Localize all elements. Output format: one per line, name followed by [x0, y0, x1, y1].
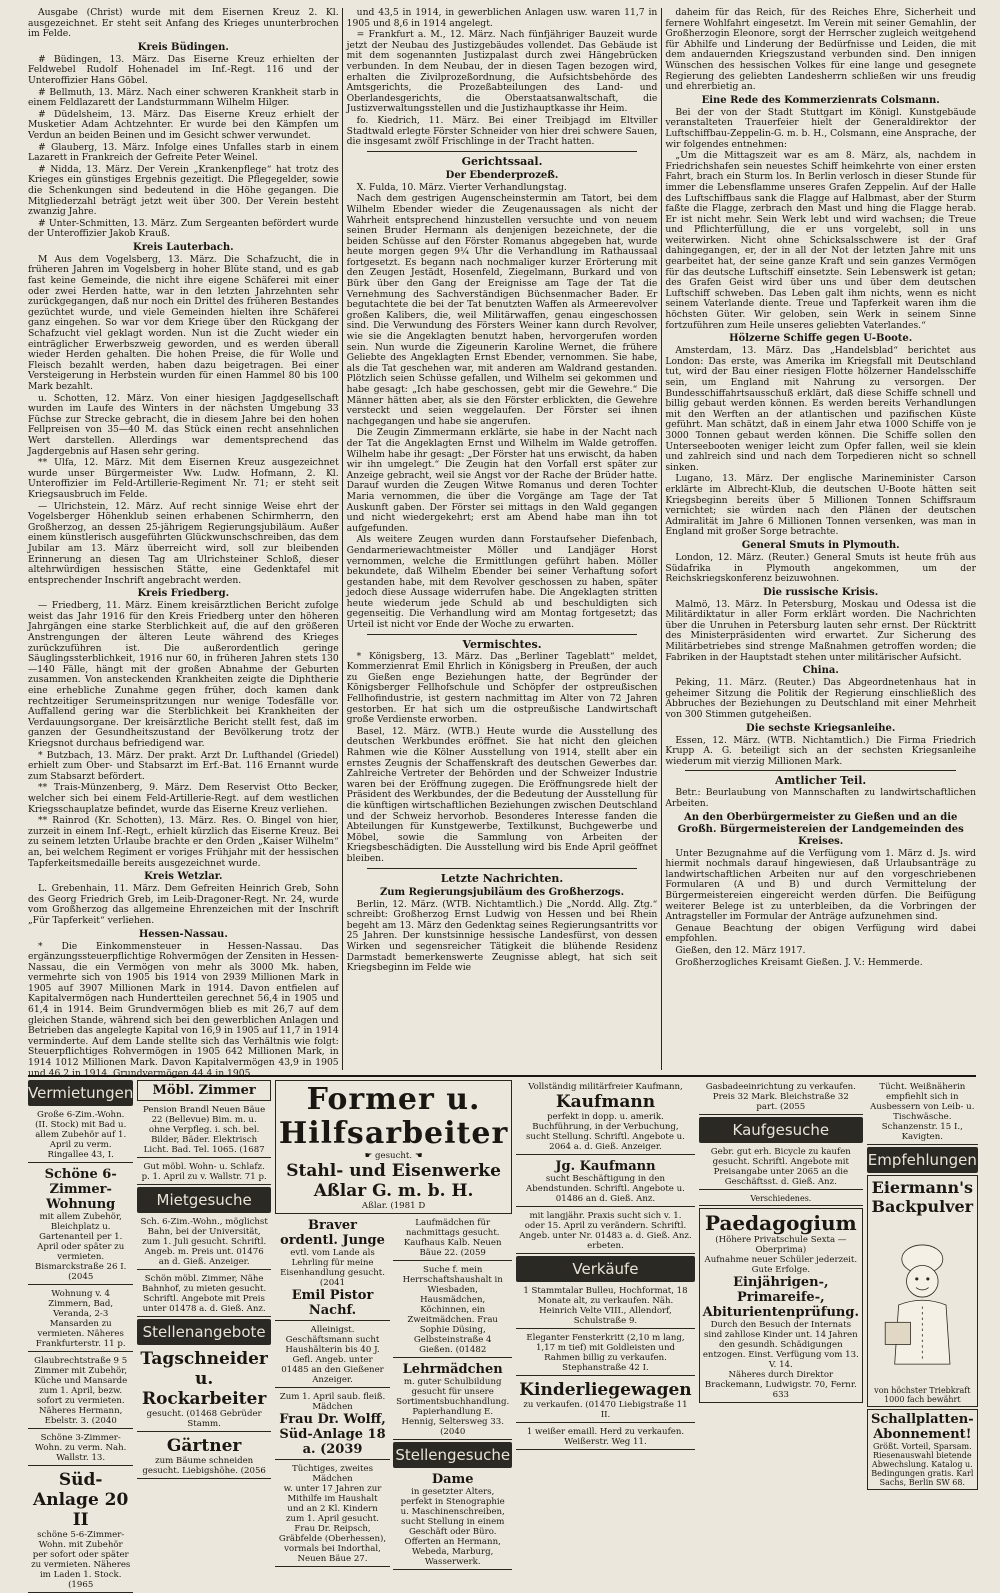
article-paragraph: = Frankfurt a. M., 12. März. Nach fünfjähriger Bauzeit wurde jetzt der Neubau des Justizgebäudes vollendet. Das Gebäude ist mit dem sogenannten Justizpalast durch zwei Hängebrücken verbunden. In dem Neubau, der in diesen Tagen bezogen wird, erhalten die Zivilprozeßordnung, die Aufsichtsbehörde des Amtsgerichts, die Prozeßabteilungen des Land- und Oberlandesgerichts, die Oberstaatsanwaltschaft, die Justizverwaltungsstellen und die Justizhauptkasse ihr Heim. — [346, 29, 658, 115]
ad — [28, 1165, 133, 1285]
ad-text: Vollständig militärfreier Kaufmann, — [528, 1082, 683, 1092]
ad-text: gesucht. — [375, 1151, 413, 1161]
ad — [393, 1360, 512, 1440]
ads-column-4 — [516, 1080, 694, 1520]
ad-text: Näheres durch Direktor Brackemann, Ludwigstr. 70, Fernr. 633 — [704, 1370, 857, 1400]
ad — [516, 1157, 694, 1207]
ad-text: w. unter 17 Jahren zur Mithilfe im Haushalt und an 2 Kl. Kindern zum 1. April gesucht. Frau Dr. Reipsch, Gräbfelde (Oberhessen), vormals bei Indorthal, Neuen Bäue 27. — [278, 1484, 387, 1564]
article-paragraph: „Um die Mittagszeit war es am 8. März, als, nachdem in Friedrichshafen sein neuestes Schiff heimkehrte von einer ersten Fahrt, brach ein Sturm los. In Berlin verlosch in dieser Stunde für immer die Lebensflamme unseres Grafen Zeppelin. Auf der Halle des Luftschiffbaus sank die Flagge auf Halbmast, aber der Sturm faßte die Flagge, zerbrach den Mast und hing die Flagge herab. Er ist nicht mehr. Sein Werk lebt und wird wachsen; die Treue und Pflichterfüllung, die er uns vorgelebt, soll in uns weiterwirken. Nicht ohne Schicksalsschwere ist der Graf dahingegangen, er, der in all der Not der letzten Jahre mit uns gearbeitet hat, der seine ganze Kraft und sein ganzes Vermögen für das deutsche Luftschiff einsetzte. Sein Lebenswerk ist getan; des Grafen Geist wird über uns und über dem deutschen Luftschiff schweben. Das Leben galt ihm nichts, wenn es nicht seinem Vaterlande diente. Treue und Tapferkeit waren ihm die höchsten Güter. Wir geloben, sein Werk in seinem Sinne fortzuführen zum Heile unseres geliebten Vaterlandes.“ — [665, 150, 977, 331]
ad: Tücht. Weißnäherin empfiehlt sich in Ausbessern von Leib- u. Tischwäsche. Schanzenstr. 15 I., Kavigten. — [867, 1080, 978, 1145]
ad-eiermann — [867, 1175, 978, 1407]
section-heading: Gerichtssaal. — [461, 154, 543, 168]
ad-subheading — [279, 1151, 508, 1161]
ad — [516, 1378, 694, 1423]
section-header-empfehlungen: Empfehlungen — [867, 1147, 978, 1173]
article-paragraph: Essen, 12. März. (WTB. Nichtamtlich.) Die Firma Friedrich Krupp A. G. beteiligt sich an der sechsten Kriegsanleihe wiederum mit vierzig Millionen Mark. — [665, 734, 977, 767]
article-paragraph: Als weitere Zeugen wurden dann Forstaufseher Diefenbach, Gendarmeriewachtmeister Möller und Landjäger Horst vernommen, welche die Ermittlungen geführt haben. Möller bekundete, daß Wilhelm Ebender bei seiner Verhaftung sofort gestanden habe, mit dem Revolver geschossen zu haben, später jedoch diese Aussage widerrufen habe. Die Angeklagten stritten heute wiederum jede Schuld ab und beschuldigten sich gegenseitig. Die Verhandlung wird am Montag fortgesetzt; das Urteil ist nicht vor Ende der Woche zu erwarten. — [346, 534, 658, 631]
ad-paedagogium — [699, 1208, 863, 1403]
column-divider — [661, 8, 662, 1070]
article-paragraph: fo. Kiedrich, 11. März. Bei einer Treibjagd im Eltviller Stadtwald erlegte Förster Schneider von hier drei schwere Sauen, die insgesamt zwölf Frischlinge in der Tracht hatten. — [346, 114, 658, 148]
section-header-verkaeufe: Verkäufe — [516, 1256, 694, 1282]
section-rule — [367, 634, 638, 635]
section-rule — [685, 770, 956, 771]
ad: Gebr. gut erh. Bicycle zu kaufen gesucht. Schriftl. Angebote mit Preisangabe unter 2065 an die Geschäftsst. d. Gieß. Anz. — [699, 1145, 863, 1190]
ad-text: Durch den Besuch der Internats sind zahllose Kinder unt. 14 Jahren den gesundh. Schädigungen entzogen. Einst. Verfügung vom 13. V. 14. — [702, 1320, 859, 1370]
article-paragraph: * Die Einkommensteuer in Hessen-Nassau. Das ergänzungssteuerpflichtige Rohvermögen der Zensiten in Hessen-Nassau, die ein Vermögen von mehr als 3000 Mk. haben, vermehrte sich von 1905 bis 1914 von 2939 Millionen Mark in 1905 auf 3907 Millionen Mark in 1914. Davon entfielen auf Kapitalvermögen nach Hundertteilen gerechnet 56,4 in 1905 und 61,4 in 1914. Beim Grundvermögen blieb es mit 26,7 auf dem gleichen Stande, während sich bei den gewerblichen Anlagen und Betrieben das angelegte Kapital von 16,9 in 1905 auf 11,7 in 1914 verminderte. Auf dem Lande stellte sich das Verhältnis wie folgt: Steuerpflichtiges Rohvermögen in 1905 642 Millionen Mark, in 1914 1012 Millionen Mark. Davon Kapitalvermögen 43,9 in 1905 und 46,2 in 1914, Grundvermögen 44,4 in 1905 — [28, 940, 339, 1079]
article-paragraph: — Friedberg, 11. März. Einem kreisärztlichen Bericht zufolge weist das Jahr 1916 für den Kreis Friedberg unter den höheren Jahrgängen eine starke Sterblichkeit auf, die auf den größeren Anstrengungen der älteren Leute während des Krieges zurückzuführen ist. Die außerordentlich geringe Säuglingssterblichkeit, 1916 nur 60, in früheren Jahren stets 130—140 Fälle, hängt mit der großen Abnahme der Geburten zusammen. Von ansteckenden Krankheiten zeigte die Diphtherie eine erhebliche Zunahme gegen früher, doch kamen dank rechtzeitiger Serumeinspritzungen nur wenige Todesfälle vor. Auffallend gering war die Sterblichkeit bei Krankheiten der Verdauungsorgane. Der kreisärztliche Bericht stellt fest, daß im ganzen der Gesundheitszustand der Bevölkerung trotz der Kriegsnot durchaus befriedigend war. — [28, 600, 339, 749]
article-paragraph: Nach dem gestrigen Augenscheinstermin am Tatort, bei dem Wilhelm Ebender wieder die Zeugenaussagen als nicht der Wahrheit entsprechend hinzustellen versuchte und von neuem seinen Bruder Hermann als denjenigen bezeichnete, der die beiden Schüsse auf den Förster Romanus abgegeben hat, wurde heute morgen gegen 9¼ Uhr die Verhandlung im Rathaussaal fortgesetzt. Es begann nach nochmaliger kurzer Erörterung mit den Zeugen Jestädt, Hosenfeld, Ziegelmann, Burkard und von Bürk über den Gang der Ereignisse am Tage der Tat die Vernehmung des Sachverständigen Büchsenmacher Bader. Er begutachtete die bei der Tat benutzten Waffen als Armeerevolver großen Kalibers, die, weil Militärwaffen, genau eingeschossen sind. Die Verwundung des Försters Weiner kann durch Revolver, wie sie die Angeklagten benutzt haben, hervorgerufen worden sein. Nun wurde die Zigeunerin Karoline Wernet, die frühere Geliebte des Angeklagten Ernst Ebender, vernommen. Sie habe, als die Tat geschehen war, mit anderen am Waldrand gestanden. Plötzlich seien Schüsse gefallen, und Wilhelm sei gekommen und habe gesagt: „Ich habe geschossen, gebt mir die Gewehre.“ Die Männer hätten aber, als sie den Förster erblickten, die Gewehre versteckt und seien weggelaufen. Der Förster sei ihnen nachgegangen und habe sie angerufen. — [346, 193, 658, 427]
ad-company: Stahl- und Eisenwerke Aßlar G. m. b. H. — [286, 1161, 501, 1201]
ad: Suche f. mein Herrschaftshaushalt in Wiesbaden, Hausmädchen, Köchinnen, ein Zweitmädchen. Frau Sophie Düsing, Gelbsteinstraße 4 Gießen. (01482 — [393, 1263, 512, 1358]
ad-heading: Gärtner — [166, 1436, 242, 1456]
ad-text: perfekt in dopp. u. amerik. Buchführung, in der Verbuchung, sucht Stellung. Schriftl. Angebote u. 2064 a. d. Gieß. Anzeiger. — [526, 1112, 685, 1152]
article-paragraph: # Büdingen, 13. März. Das Eiserne Kreuz erhielten der Feldwebel Rudolf Hohenadel im Inf.-Regt. 116 und der Unteroffizier Hans Göbel. — [28, 53, 339, 86]
article-paragraph: Peking, 11. März. (Reuter.) Das Abgeordnetenhaus hat in geheimer Sitzung die Politik der Regierung einschließlich des Abbruches der Beziehungen zu Deutschland mit einer Mehrheit von 300 Stimmen gutgeheißen. — [665, 677, 977, 721]
section-heading: Die sechste Kriegsanleihe. — [746, 722, 896, 734]
section-heading: Der Ebenderprozeß. — [445, 169, 559, 181]
article-paragraph: ** Ulfa, 12. März. Mit dem Eisernen Kreuz ausgezeichnet wurde unser Bürgermeister Ww. Ludw. Hofmann, 2. Kl. Unteroffizier im Feld-Artillerie-Regiment Nr. 71; er steht seit Kriegsausbruch im Felde. — [28, 457, 339, 500]
ad: Gut möbl. Wohn- u. Schlafz. p. 1. April zu v. Wallstr. 71 p. — [137, 1160, 271, 1185]
pastry-cook-illustration — [871, 1216, 974, 1386]
ad: 1 weißer emaill. Herd zu verkaufen. Weißerstr. Weg 11. — [516, 1425, 694, 1450]
ad-text: Größt. Vorteil, Sparsam. Riesenauswahl bietende Abwechslung. Katalog u. Bedingungen gratis. Karl Sachs, Berlin SW 68. — [871, 1442, 974, 1487]
ad-schallplatten — [867, 1409, 978, 1490]
article-paragraph: Berlin, 12. März. (WTB. Nichtamtlich.) Die „Nordd. Allg. Ztg.“ schreibt: Großherzog Ernst Ludwig von Hessen und bei Rhein begeht am 13. März den Gedenktag seines Regierungsantritts vor 25 Jahren. Der kunstsinnige hessische Landesfürst, von dessen Wirken und segensreicher Tätigkeit die blühende Residenz Darmstadt bemerkenswerte Zeugnisse ablegt, hat sich seit Kriegsbeginn im Felde wie — [346, 898, 658, 974]
section-heading: Eine Rede des Kommerzienrats Colsmann. — [701, 94, 940, 106]
article-paragraph: — Ulrichstein, 12. März. Auf recht sinnige Weise ehrt der Vogelsberger Höhenklub seinen erhabenen Schirmherrn, den Großherzog, an dessen 25-jährigem Regierungsjubiläum. Außer einem künstlerisch ausgeführten Glückwunschschreiben, das dem Jubilar am 13. März überreicht wird, soll zur bleibenden Erinnerung an diesen Tag am Ulrichsteiner Schloß, dieser altehrwürdigen hessischen Stätte, eine Gedenktafel mit entsprechender Inschrift angebracht werden. — [28, 500, 339, 586]
ad-heading: Tagschneider u. Rockarbeiter — [140, 1349, 268, 1409]
section-heading: Kreis Friedberg. — [137, 588, 230, 600]
ad: Gasbadeeinrichtung zu verkaufen. Preis 32 Mark. Bleichstraße 32 part. (2055 — [699, 1080, 863, 1115]
ad: mit langjähr. Praxis sucht sich v. 1. oder 15. April zu verändern. Schriftl. Angeb. unter Nr. 01483 a. d. Gieß. Anz. erbeten. — [516, 1209, 694, 1254]
ad: Schön möbl. Zimmer, Nähe Bahnhof, zu mieten gesucht. Schriftl. Angebote mit Preis unter 01478 a. d. Gieß. Anz. — [137, 1272, 271, 1317]
ads-subgrid — [275, 1216, 512, 1570]
ad-heading: Former u. Hilfsarbeiter — [278, 1082, 509, 1151]
ads-subcolumn-right — [393, 1216, 512, 1570]
section-header-moebl-zimmer — [137, 1080, 271, 1101]
ad-text: schöne 5-6-Zimmer-Wohn. mit Zubehör per sofort oder später zu vermieten. Näheres im Laden 1. Stock. (1965 — [31, 1530, 131, 1590]
ad-company: Emil Pistor Nachf. — [291, 1288, 374, 1318]
ad-text: gesucht. (01468 Gebrüder Stamm. — [146, 1409, 262, 1429]
article-paragraph: X. Fulda, 10. März. Vierter Verhandlungstag. — [356, 181, 567, 193]
article-paragraph: ** Rainrod (Kr. Schotten), 13. März. Res. O. Bingel von hier, zurzeit in einem Inf.-Regt., erhielt kürzlich das Eiserne Kreuz. Bei zu seinem letzten Urlaube brachte er den Orden „Kaiser Wilhelm“ an, bei welchem Regiment er voriges Frühjahr mit der hessischen Tapferkeitsmedaille bereits ausgezeichnet wurde. — [28, 815, 339, 869]
ad-heading: Eiermann's Backpulver — [871, 1178, 974, 1216]
ad-text: m. guter Schulbildung gesucht für unsere Sortimentsbuchhandlung. Papierhandlung E. Hennig, Seltersweg 33. (2040 — [396, 1377, 510, 1437]
ad-text: mit allem Zubehör, Bleichplatz u. Gartenanteil per 1. April oder später zu vermieten. Bismarckstraße 26 I. (2045 — [35, 1212, 127, 1282]
section-heading: Zum Regierungsjubiläum des Großherzogs. — [379, 886, 625, 898]
ad: Glaubrechtstraße 9 5 Zimmer mit Zubehör, Küche und Mansarde zum 1. April, bezw. sofort zu vermieten. Näheres Hermann, Ebelstr. 3. (2040 — [28, 1354, 133, 1429]
ad: Schöne 3-Zimmer-Wohn. zu verm. Nah. Wallstr. 13. — [28, 1431, 133, 1466]
section-heading: China. — [802, 665, 839, 677]
article-paragraph: Gießen, den 12. März 1917. — [675, 944, 806, 956]
section-header-vermietungen: Vermietungen — [28, 1080, 133, 1106]
news-columns — [28, 8, 976, 1078]
article-paragraph: u. Schotten, 12. März. Von einer hiesigen Jagdgesellschaft wurden im Laufe des Winters in der nächsten Umgebung 33 Füchse zur Strecke gebracht, die in diesem Jahre bei den hohen Fellpreisen von 35—40 M. das Stück einen recht ansehnlichen Wert darstellen. Allerdings war dementsprechend das Jagdergebnis auf Hasen sehr gering. — [28, 392, 339, 457]
section-heading: Hölzerne Schiffe gegen U-Boote. — [729, 333, 913, 345]
section-rule — [367, 151, 638, 152]
article-paragraph: # Unter-Schmitten, 13. März. Zum Sergeanten befördert wurde der Unteroffizier Jakob Krauß. — [28, 217, 339, 240]
section-heading: An den Oberbürgermeister zu Gießen und an die Großh. Bürgermeistereien der Landgemeinden des Kreises. — [677, 811, 964, 847]
article-paragraph: * Königsberg, 13. März. Das „Berliner Tageblatt“ meldet, Kommerzienrat Emil Ehrlich in Königsberg in Preußen, der auch zu Gießen enge Beziehungen hatte, der Begründer der Königsberger Fellhofschule und Schöpfer der ostpreußischen Fellhofindustrie, ist gestern nachmittag im Alter von 72 Jahren gestorben. Er hat sich um die ostpreußische Landwirtschaft große Verdienste erworben. — [346, 650, 658, 726]
article-paragraph: * Butzbach, 13. März. Der prakt. Arzt Dr. Lufthandel (Griedel) erhielt zum Ober- und Stabsarzt im Erf.-Bat. 116 Ernannt wurde zum Stabsarzt befördert. — [28, 749, 339, 782]
section-heading: Kreis Lauterbach. — [133, 241, 234, 253]
section-header-stellenangebote: Stellenangebote — [137, 1319, 271, 1345]
ads-subcolumn-left — [275, 1216, 390, 1570]
section-heading: Hessen-Nassau. — [138, 928, 228, 940]
ad-text: Zum 1. April saub. fleiß. Mädchen — [279, 1392, 386, 1412]
ad-text: Aßlar. (1981 D — [361, 1201, 426, 1211]
section-header-stellengesuche: Stellengesuche — [393, 1442, 512, 1468]
article-paragraph: Betr.: Beurlaubung von Mannschaften zu landwirtschaftlichen Arbeiten. — [665, 787, 977, 809]
article-paragraph: Amsterdam, 13. März. Das „Handelsblad“ berichtet aus London: Das erste, was Amerika im Kriegsfall mit Deutschland tut, wird der Bau einer riesigen Flotte hölzerner Handelsschiffe sein, um England mit Nahrung zu versorgen. Der Bundesschiffahrtsausschuß erklärt, daß diese Schiffe schnell und billig gebaut werden können. Es werden bereits Verhandlungen mit den Werften an der atlantischen und pazifischen Küste geführt. Man schätzt, daß in einem Jahr etwa 1000 Schiffe von je 3000 Tonnen gebaut werden können. Die Schiffe sollen den Unterseebooten weniger leicht zum Opfer fallen, weil sie klein und zahlreich sind und nach dem Torpedieren nicht so schnell sinken. — [665, 345, 977, 473]
news-column-2 — [347, 8, 658, 1078]
ad: Wohnung v. 4 Zimmern, Bad, Veranda, 2-3 Mansarden zu vermieten. Näheres Frankfurterstr. 11 p. — [28, 1287, 133, 1352]
ad-heading: Süd-Anlage 20 II — [33, 1470, 129, 1530]
ad-heading: Dame — [431, 1472, 474, 1487]
ad — [137, 1434, 271, 1479]
article-paragraph: # Bellmuth, 13. März. Nach einer schweren Krankheit starb in einem Feldlazarett der Landsturmmann Wilhelm Hilger. — [28, 86, 339, 109]
ad: Alleinigst. Geschäftsmann sucht Haushälterin bis 40 J. Gefl. Angeb. unter 01485 an den Gießener Anzeiger. — [275, 1323, 390, 1388]
ad-text: sucht Beschäftigung in den Abendstunden. Schriftl. Angebote u. 01486 an d. Gieß. Anz. — [526, 1174, 685, 1204]
section-rule — [367, 868, 638, 869]
section-title: Möbl. Zimmer — [152, 1083, 256, 1098]
ad — [28, 1468, 133, 1593]
column-divider — [342, 8, 343, 1070]
ad — [393, 1470, 512, 1570]
article-paragraph: Genaue Beachtung der obigen Verfügung wird dabei empfohlen. — [665, 922, 977, 945]
ad: Eleganter Fensterkritt (2,10 m lang, 1,17 m tief) mit Goldleisten und Rahmen billig zu verkaufen. Stephanstraße 42 I. — [516, 1331, 694, 1376]
section-heading: Die russische Krisis. — [763, 586, 879, 598]
ad-text: von höchster Triebkraft 1000 fach bewährt — [874, 1386, 971, 1404]
section-header-mietgesuche: Mietgesuche — [137, 1187, 271, 1213]
article-paragraph: und 43,5 in 1914, in gewerblichen Anlagen usw. waren 11,7 in 1905 und 8,6 in 1914 angelegt. — [346, 7, 658, 29]
section-heading: Amtlicher Teil. — [775, 774, 867, 788]
ad: Große 6-Zim.-Wohn. (II. Stock) mit Bad u. allem Zubehör auf 1. April zu verm. Ringallee 43, I. — [28, 1108, 133, 1163]
ad: 1 Stammtalar Bulleu, Hochformat, 18 Monate alt, zu verkaufen. Näh. Heinrich Velte VIII., Allendorf, Schulstraße 9. — [516, 1284, 694, 1329]
ad-heading: Einjährigen-, Primareife-, Abiturientenprüfung. — [702, 1275, 859, 1320]
article-paragraph: London, 12. März. (Reuter.) General Smuts ist heute früh aus Südafrika in Plymouth angekommen, um der Reichskriegskonferenz beizuwohnen. — [665, 551, 977, 585]
ad-former — [275, 1080, 512, 1214]
ad — [137, 1347, 271, 1432]
pointing-hand-icon: ☚ — [412, 1151, 423, 1161]
ads-column-3 — [275, 1080, 512, 1567]
news-column-3 — [665, 8, 976, 1078]
ad-text: in gesetzter Alters, perfekt in Stenographie u. Maschinenschreiben, sucht Stellung in einem Geschäft oder Büro. Offerten an Hermann, Webeda, Marburg, Wasserwerk. — [400, 1487, 505, 1567]
ads-column-2 — [137, 1080, 271, 1520]
ad-heading: Kaufmann — [555, 1092, 656, 1112]
ad-text: (Höhere Privatschule Sexta — Oberprima) — [715, 1235, 847, 1255]
ad-text: evtl. vom Lande als Lehrling für meine Eisenhandlung gesucht. (2041 — [280, 1248, 385, 1288]
article-paragraph: # Glauberg, 13. März. Infolge eines Unfalles starb in einem Lazarett in Frankreich der Gefreite Peter Weinel. — [28, 141, 339, 164]
ad-text: Frau Dr. Wolff, Süd-Anlage 18 a. (2039 — [279, 1412, 386, 1457]
section-header-kaufgesuche: Kaufgesuche — [699, 1117, 863, 1143]
article-paragraph: Die Zeugin Zimmermann erklärte, sie habe in der Nacht nach der Tat die Angeklagten Ernst und Wilhelm im Walde getroffen. Wilhelm habe ihr gesagt: „Der Förster hat uns erwischt, da haben wir ihn umgelegt.“ Die Zeugin hat den Vorfall erst später zur Anzeige gebracht, weil sie Angst vor der Rache der Brüder hatte. Darauf wurden die Zeugen Witwe Romanus und deren Tochter Maria vernommen, die über die Vorgänge am Tage der Tat Auskunft gaben. Der Förster sei mittags in den Wald gegangen und nicht wiedergekehrt; erst am Abend habe man ihn tot aufgefunden. — [346, 427, 658, 534]
pointing-hand-icon: ☛ — [364, 1151, 376, 1161]
section-heading: Kreis Wetzlar. — [144, 871, 223, 883]
article-paragraph: ** Trais-Münzenberg, 9. März. Dem Reservist Otto Becker, welcher sich bei einem Feld-Artillerie-Regt. auf dem westlichen Kriegsschauplatze befindet, wurde das Eiserne Kreuz verliehen. — [28, 782, 339, 815]
ad-heading: Schöne 6-Zimmer-Wohnung — [44, 1167, 117, 1212]
ad — [275, 1216, 390, 1321]
article-paragraph: Ausgabe (Christ) wurde mit dem Eisernen Kreuz 2. Kl. ausgezeichnet. Er steht seit Anfang des Krieges ununterbrochen im Felde. — [28, 7, 339, 40]
ads-column-1 — [28, 1080, 134, 1590]
article-paragraph: # Düdelsheim, 13. März. Das Eiserne Kreuz erhielt der Musketier Adam Achtzehnter. Er wurde bei den Kämpfen um Verdun an beiden Beinen und im Gesicht schwer verwundet. — [28, 108, 339, 141]
ads-column-6 — [867, 1080, 978, 1520]
article-paragraph: L. Grebenhain, 11. März. Dem Gefreiten Heinrich Greb, Sohn des Georg Friedrich Greb, im Leib-Dragoner-Regt. Nr. 24, wurde vom Großherzog das allgemeine Ehrenzeichen mit der Inschrift „Für Tapferkeit“ verliehen. — [28, 883, 339, 926]
article-paragraph: Unter Bezugnahme auf die Verfügung vom 1. März d. Js. wird hiermit nochmals darauf hingewiesen, daß Urlaubsanträge zu landwirtschaftlichen Arbeiten nur auf den vorgeschriebenen Formularen (A und B) und durch Vermittelung der Bürgermeistereien eingereicht werden dürfen. Die Beifügung weiterer Belege ist zu unterbleiben, da die Vorbringen der Antragsteller im Formular der Anträge aufzunehmen sind. — [665, 847, 977, 923]
ad-heading: Paedagogium — [704, 1211, 857, 1235]
ads-divider — [28, 1075, 976, 1077]
ad — [516, 1080, 694, 1155]
article-paragraph: Bei der von der Stadt Stuttgart im Königl. Kunstgebäude veranstalteten Trauerfeier hielt der Generaldirektor der Luftschiffbau-Zeppelin-G. m. b. H., Colsmann, eine Ansprache, der wir folgendes entnehmen: — [665, 106, 977, 150]
section-heading: General Smuts in Plymouth. — [741, 539, 900, 551]
ad-heading: Lehrmädchen — [402, 1362, 503, 1377]
ad — [275, 1462, 390, 1567]
section-header-verschiedenes: Verschiedenes. — [699, 1192, 863, 1206]
ad: Pension Brandl Neuen Bäue 22 (Bellevue) Bim. m. u. ohne Verpfleg. i. sch. bel. Bilder, Bäder. Elektrisch Licht. Bad. Tel. 1065. (1687 — [137, 1103, 271, 1158]
news-column-1 — [28, 8, 339, 1078]
article-paragraph: # Nidda, 13. März. Der Verein „Krankenpflege“ hat trotz des Krieges ein günstiges Ergebnis gezeitigt. Die Pflegegelder, sowie die Schenkungen sind bedeutend in die Höhe gegangen. Die Mitgliederzahl beträgt jetzt weit über 300. Der Verein besteht zwanzig Jahre. — [28, 163, 339, 218]
ads-column-5 — [699, 1080, 863, 1520]
article-paragraph: M Aus dem Vogelsberg, 13. März. Die Schafzucht, die in früheren Jahren im Vogelsberg in hoher Blüte stand, und es gab fast keine Gemeinde, die nicht ihre eigene Schäferei mit einer oder zwei Herden hatte, war in den letzten Jahrzehnten sehr zurückgegangen, daß nur noch ein Drittel des früheren Bestandes gezüchtet wurde, und viele Gemeinden hielten ihre Schäferei ganz eingehen. So war vor dem Kriege über den Rückgang der Schafzucht viel geklagt worden. Nun ist die Zucht wieder ein einträglicher Erwerbszweig geworden, und es werden überall wieder Herden gehalten. Die hohen Preise, die für Wolle und Fleisch bezahlt werden, haben dazu beigetragen. Bei einer Versteigerung in Herbstein wurden für einen Hammel 80 bis 100 Mark bezahlt. — [28, 253, 339, 392]
ad-heading: Kinderliegewagen — [519, 1380, 692, 1400]
ad-text: zu verkaufen. (01470 Liebigstraße 11 II. — [523, 1400, 688, 1420]
classified-ads — [28, 1080, 977, 1590]
ad: Laufmädchen für nachmittags gesucht. Kaufhaus Kalb. Neuen Bäue 22. (2059 — [393, 1216, 512, 1261]
ad-heading: Jg. Kaufmann — [555, 1159, 656, 1174]
article-paragraph: Lugano, 13. März. Der englische Marineminister Carson erklärte im Albrecht-Klub, die deutschen U-Boote hätten seit Kriegsbeginn bereits über 5 Millionen Tonnen Schiffsraum vernichtet; sie würden nach den Plänen der deutschen Admiralität im Jahre 6 Millionen Tonnen versenken, was man in England mit großer Sorge betrachte. — [665, 473, 977, 538]
article-paragraph: daheim für das Reich, für des Reiches Ehre, Sicherheit und fernere Wohlfahrt eingesetzt. Im Verein mit seiner Gemahlin, der Großherzogin Eleonore, sorgt der Herrscher zugleich weitgehend für Abhilfe und Linderung der Bedürfnisse und Leiden, die mit dem andauernden Kriegszustand verbunden sind. Den innigen Wünschen des hessischen Volkes für eine lange und gesegnete Regierung des geliebten Landesherrn schließen wir uns freudig und ehrerbietig an. — [665, 7, 977, 93]
ad — [275, 1390, 390, 1460]
ad-text: Tüchtiges, zweites Mädchen — [292, 1464, 373, 1484]
ad-heading: Braver ordentl. Junge — [280, 1218, 385, 1248]
article-paragraph: Großherzogliches Kreisamt Gießen. J. V.: Hemmerde. — [675, 956, 923, 968]
section-heading: Letzte Nachrichten. — [440, 871, 564, 885]
article-paragraph: Malmö, 13. März. In Petersburg, Moskau und Odessa ist die Militärdiktatur in aller Form erklärt worden. Die Nachrichten über die Unruhen in Petersburg lauten sehr ernst. Der Rücktritt des Ministerpräsidenten wird erwartet. Zur Sicherung des Militärbetriebes sind strenge Maßnahmen getroffen worden; die Fabriken in der Hauptstadt stehen unter militärischer Aufsicht. — [665, 598, 977, 663]
ad: Sch. 6-Zim.-Wohn., möglichst Bahn, bei der Universität, zum 1. Juli gesucht. Schriftl. Angeb. m. Preis unt. 01476 an d. Gieß. Anzeiger. — [137, 1215, 271, 1270]
ad-text: Aufnahme neuer Schüler jederzeit. Gute Erfolge. — [704, 1255, 858, 1275]
section-heading: Kreis Büdingen. — [137, 41, 229, 53]
ad-heading: Schallplatten-Abonnement! — [870, 1412, 974, 1442]
section-heading: Vermischtes. — [462, 637, 542, 651]
ad-text: zum Bäume schneiden gesucht. Liebigshöhe. (2056 — [142, 1456, 266, 1476]
article-paragraph: Basel, 12. März. (WTB.) Heute wurde die Ausstellung des deutschen Werkbundes eröffnet. Sie hat nicht den gleichen Rahmen wie die Kölner Ausstellung von 1914, stellt aber ein ernstes Zeugnis der Schaffenskraft des deutschen Gewerbes dar. Zahlreiche Vertreter der Behörden und der Schweizer Industrie waren bei der Eröffnung zugegen. Die Eröffnungsrede hielt der Präsident des Werkbundes, der die Bedeutung der Ausstellung für die künftigen wirtschaftlichen Beziehungen zwischen Deutschland und der Schweiz hervorhob. Besonderes Interesse fanden die Abteilungen für Kunstgewerbe, Textilkunst, Buchgewerbe und Möbel, sowie die Sammlung von Arbeiten der Kriegsbeschädigten. Die Ausstellung wird bis Ende April geöffnet bleiben. — [346, 725, 658, 864]
